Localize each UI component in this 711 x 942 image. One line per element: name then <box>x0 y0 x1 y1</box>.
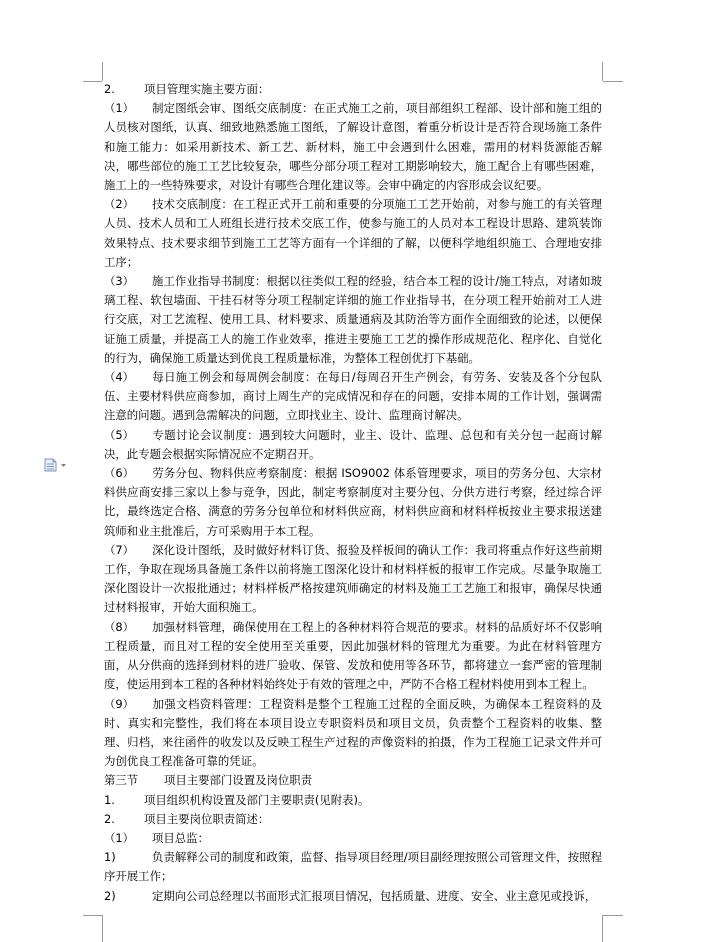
paragraph-8: （8） 加强材料管理，确保使用在工程上的各种材料符合规范的要求。材料的品质好坏不仅影响工程质量，而且对工程的安全使用至关重要，因此加强材料的管理尤为重要。为此在材料管理方面，从分供商的选择到材料的进厂验收、保管、发放和使用等各环节，都将建立一套严密的管理制度，使运用到本工程的各种材料始终处于有效的管理之中，严防不合格工程材料使用到本工程上。 <box>104 619 602 692</box>
duty-1: 1) 负责解释公司的制度和政策，监督、指导项目经理/项目副经理按照公司管理文件，按照程序开展工作； <box>104 850 602 884</box>
crop-mark-bottom-right-h <box>603 915 623 916</box>
heading-2: 2. 项目管理实施主要方面： <box>104 82 270 96</box>
section-3-sub-1: （1） 项目总监： <box>104 830 209 845</box>
paragraph-5: （5） 专题讨论会议制度：遇到较大问题时，业主、设计、监理、总包和有关分包一起商讨解决，此专题会根据实际情况应不定期召开。 <box>104 427 602 461</box>
document-icon[interactable] <box>44 457 68 471</box>
crop-mark-top-right <box>602 62 603 81</box>
crop-mark-bottom-right <box>602 915 603 942</box>
duty-2: 2) 定期向公司总经理以书面形式汇报项目情况，包括质量、进度、安全、业主意见或投诉， <box>104 888 597 903</box>
crop-mark-top-left <box>102 62 103 81</box>
paragraph-2: （2） 技术交底制度：在工程正式开工前和重要的分项施工工艺开始前，对参与施工的有关管理人员、技术人员和工人班组长进行技术交底工作，使参与施工的人员对本工程设计思路、建筑装饰效果特点、技术要求细节到施工工艺等方面有一个详细的了解，以便科学地组织施工、合理地安排工序； <box>104 197 602 269</box>
paragraph-6: （6） 劳务分包、物料供应考察制度：根据 ISO9002 体系管理要求，项目的劳务分包、大宗材料供应商安排三家以上参与竞争，因此，制定考察制度对主要分包、分供方进行考察，经过综合评比，最终选定合格、满意的劳务分包单位和材料供应商，材料供应商和材料样板按业主要求报送建筑师和业主批准后，方可采购用于本工程。 <box>104 466 602 538</box>
crop-mark-bottom-left <box>102 915 103 942</box>
document-body <box>104 80 602 906</box>
crop-mark-bottom-left-h <box>83 915 102 916</box>
paragraph-9: （9） 加强文档资料管理：工程资料是整个工程施工过程的全面反映，为确保本工程资料的及时、真实和完整性，我们将在本项目设立专职资料员和项目文员，负责整个工程资料的收集、整理、归档，来往函件的收发以及反映工程生产过程的声像资料的拍摄，作为工程施工记录文件并可为创优良工程准备可靠的凭证。 <box>104 696 602 769</box>
paragraph-4: （4） 每日施工例会和每周例会制度：在每日/每周召开生产例会，有劳务、安装及各个分包队伍、主要材料供应商参加，商讨上周生产的完成情况和存在的问题，安排本周的工作计划，强调需注意的问题。遇到急需解决的问题，立即找业主、设计、监理商讨解决。 <box>104 370 602 423</box>
paragraph-7: （7） 深化设计图纸，及时做好材料订货、报验及样板间的确认工作：我司将重点作好这些前期工作，争取在现场具备施工条件以前将施工图深化设计和材料样板的报审工作完成。尽量争取施工深化图设计一次报批通过；材料样板严格按建筑师确定的材料及施工工艺施工和报审，确保尽快通过材料报审，开始大面积施工。 <box>104 542 602 615</box>
section-3-item-2: 2. 项目主要岗位职责简述： <box>104 811 270 826</box>
paragraph-3: （3） 施工作业指导书制度：根据以往类似工程的经验，结合本工程的设计/施工特点，对诸如玻璃工程、软包墙面、干挂石材等分项工程制定详细的施工作业指导书，在分项工程开始前对工人进行交底，对工艺流程、使用工具、材料要求、质量通病及其防治等方面作全面细致的论述，以便保证施工质量，并提高工人的施工作业效率，推进主要施工工艺的操作形成规范化、程序化、自觉化的行为，确保施工质量达到优良工程质量标准，为整体工程创优打下基础。 <box>104 274 602 365</box>
section-3-item-1: 1. 项目组织机构设置及部门主要职责(见附表)。 <box>104 792 370 807</box>
crop-mark-top-left-h <box>83 81 102 82</box>
section-3-title: 第三节 项目主要部门设置及岗位职责 <box>104 773 313 788</box>
paragraph-1: （1） 制定图纸会审、图纸交底制度：在正式施工之前，项目部组织工程部、设计部和施工组的人员核对图纸，认真、细致地熟悉施工图纸，了解设计意图，着重分析设计是否符合现场施工条件和施工能力：如采用新技术、新工艺、新材料，施工中会遇到什么困难，需用的材料货源能否解决，哪些部位的施工工艺比较复杂，哪些分部分项工程对工期影响较大，施工配合上有哪些困难，施工上的一些特殊要求，对设计有哪些合理化建议等。会审中确定的内容形成会议纪要。 <box>104 101 602 193</box>
crop-mark-top-right-h <box>603 81 623 82</box>
